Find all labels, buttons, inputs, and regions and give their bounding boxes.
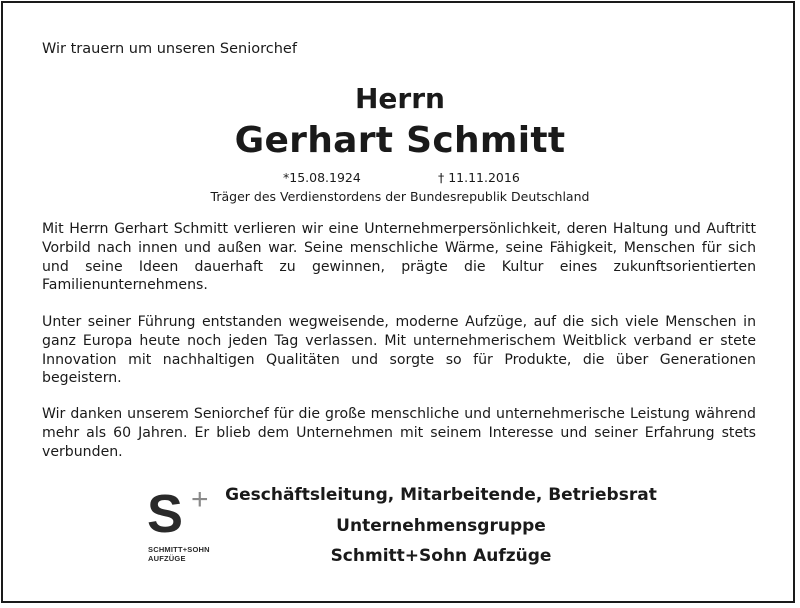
signature-line-2: Unternehmensgruppe [336,516,546,536]
intro-text: Wir trauern um unseren Seniorchef [42,41,297,57]
company-logo [147,483,227,563]
award-line: Träger des Verdienstordens der Bundesrepublik Deutschland [210,189,590,204]
logo-company-type: AUFZÜGE [148,554,186,563]
paragraph-1: Mit Herrn Gerhart Schmitt verlieren wir eine Unternehmerpersönlichkeit, deren Haltung und Auftritt Vorbild nach innen und außen war. Seine menschliche Wärme, seine Fähigkeit, Menschen für sich und seine Ideen dauerhaft zu gewinnen, prägte die Kultur eines zukunftsorientierten Familienunternehmens. [42,221,756,294]
logo-company-name: SCHMITT+SOHN [148,545,210,554]
birth-date: *15.08.1924 [283,170,361,185]
signature-line-1: Geschäftsleitung, Mitarbeitende, Betriebsrat [225,485,657,505]
logo-plus: + [191,483,209,516]
honorific: Herrn [355,82,445,115]
logo-letter: S [147,484,184,544]
paragraph-2: Unter seiner Führung entstanden wegweisende, moderne Aufzüge, auf die sich viele Menschen in ganz Europa heute noch jeden Tag verlassen. Mit unternehmerischem Weitblick verband er stete Innovation mit nachhaltigen Qualitäten und sorgte so für Produkte, die über Generationen begeistern. [42,314,756,387]
deceased-name: Gerhart Schmitt [234,120,566,161]
death-date: † 11.11.2016 [438,170,520,185]
paragraph-3: Wir danken unserem Seniorchef für die große menschliche und unternehmerische Leistung während mehr als 60 Jahren. Er blieb dem Unternehmen mit seinem Interesse und seiner Erfahrung stets verbunden. [42,406,756,460]
signature-line-3: Schmitt+Sohn Aufzüge [330,546,552,566]
